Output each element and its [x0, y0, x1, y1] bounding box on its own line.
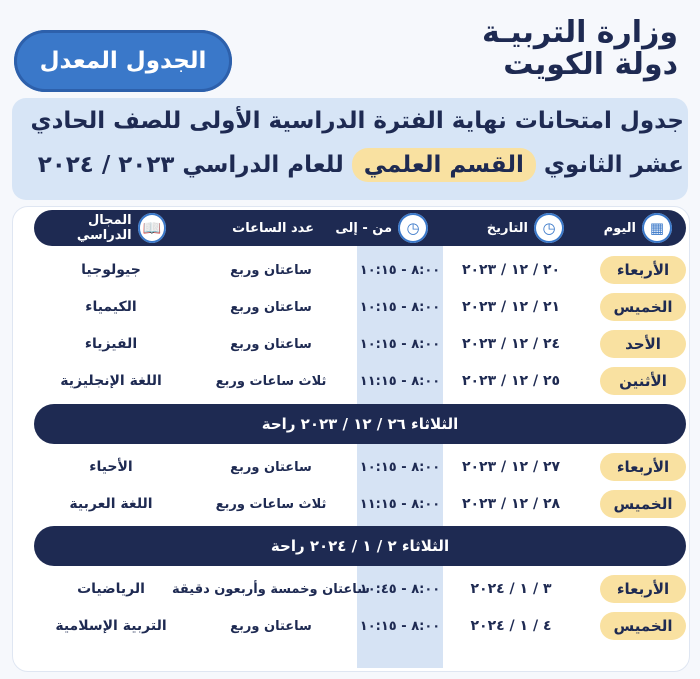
row-time: ٨:٠٠ - ١١:١٥ [359, 373, 441, 389]
row-subject: الرياضيات [77, 581, 145, 597]
section-highlight: القسم العلمي [352, 148, 536, 182]
modified-schedule-badge: الجدول المعدل [14, 30, 232, 92]
row-day: الأثنين [600, 367, 686, 395]
ministry-line1: وزارة التربيـة [481, 15, 678, 50]
row-time: ٨:٠٠ - ١٠:١٥ [359, 618, 441, 634]
clock-icon: ◷ [398, 213, 428, 243]
row-hours: ساعتان وربع [230, 299, 312, 315]
title-line2-post: للعام الدراسي ٢٠٢٣ / ٢٠٢٤ [37, 152, 344, 178]
table-row [34, 289, 686, 325]
title-line2-pre: عشر الثانوي [543, 152, 684, 178]
table-header [34, 210, 686, 246]
row-time: ٨:٠٠ - ١٠:١٥ [359, 299, 441, 315]
table-row [34, 608, 686, 644]
header-subject [34, 210, 166, 246]
header-date-label: التاريخ [486, 220, 528, 236]
row-date: ٢٧ / ١٢ / ٢٠٢٣ [461, 459, 561, 475]
rest-day-banner: الثلاثاء ٢٦ / ١٢ / ٢٠٢٣ راحة [34, 404, 686, 444]
row-subject: الكيمياء [85, 299, 137, 315]
row-hours: ساعتان وربع [230, 336, 312, 352]
row-day: الأربعاء [600, 453, 686, 481]
row-date: ٢١ / ١٢ / ٢٠٢٣ [461, 299, 561, 315]
header-time [335, 210, 428, 246]
row-day: الخميس [600, 293, 686, 321]
row-subject: اللغة الإنجليزية [60, 373, 162, 389]
row-day: الأربعاء [600, 575, 686, 603]
row-subject: الأحياء [89, 459, 133, 475]
row-subject: جيولوجيا [81, 262, 141, 278]
row-subject: الفيزياء [84, 336, 138, 352]
title-line1: جدول امتحانات نهاية الفترة الدراسية الأولى للصف الحادي [30, 108, 684, 134]
header-subject-label: المجال الدراسي [76, 213, 132, 243]
row-hours: ثلاث ساعات وربع [215, 496, 327, 512]
row-hours: ساعتان وخمسة وأربعون دقيقة [172, 581, 370, 597]
header-date [487, 210, 564, 246]
row-time: ٨:٠٠ - ١٠:١٥ [359, 336, 441, 352]
rest-day-banner: الثلاثاء ٢ / ١ / ٢٠٢٤ راحة [34, 526, 686, 566]
row-hours: ساعتان وربع [230, 262, 312, 278]
row-subject: اللغة العربية [69, 496, 153, 512]
row-date: ٢٥ / ١٢ / ٢٠٢٣ [461, 373, 561, 389]
header-day [604, 210, 672, 246]
table-row [34, 363, 686, 399]
row-date: ٤ / ١ / ٢٠٢٤ [470, 618, 552, 634]
row-date: ٢٨ / ١٢ / ٢٠٢٣ [461, 496, 561, 512]
row-hours: ساعتان وربع [230, 618, 312, 634]
row-hours: ثلاث ساعات وربع [215, 373, 327, 389]
title-line2 [38, 148, 684, 182]
book-icon: 📖 [138, 213, 166, 243]
clock-icon: ◷ [534, 213, 564, 243]
table-row [34, 571, 686, 607]
row-date: ٢٠ / ١٢ / ٢٠٢٣ [461, 262, 561, 278]
row-day: الخميس [600, 612, 686, 640]
row-time: ٨:٠٠ - ١٠:٤٥ [359, 581, 441, 597]
row-day: الأربعاء [600, 256, 686, 284]
calendar-icon: ▦ [642, 213, 672, 243]
row-time: ٨:٠٠ - ١٠:١٥ [359, 459, 441, 475]
header-hours-label: عدد الساعات [232, 220, 314, 236]
row-date: ٢٤ / ١٢ / ٢٠٢٣ [461, 336, 561, 352]
header-day-label: اليوم [603, 220, 636, 236]
table-row [34, 252, 686, 288]
table-row [34, 326, 686, 362]
row-hours: ساعتان وربع [230, 459, 312, 475]
table-row [34, 486, 686, 522]
table-row [34, 449, 686, 485]
header-hours [232, 210, 314, 246]
header-time-label: من - إلى [335, 220, 392, 236]
row-day: الأحد [600, 330, 686, 358]
ministry-name [481, 15, 678, 82]
row-time: ٨:٠٠ - ١١:١٥ [359, 496, 441, 512]
row-day: الخميس [600, 490, 686, 518]
row-time: ٨:٠٠ - ١٠:١٥ [359, 262, 441, 278]
row-date: ٣ / ١ / ٢٠٢٤ [470, 581, 552, 597]
row-subject: التربية الإسلامية [55, 618, 167, 634]
ministry-line2: دولة الكويت [503, 47, 678, 82]
